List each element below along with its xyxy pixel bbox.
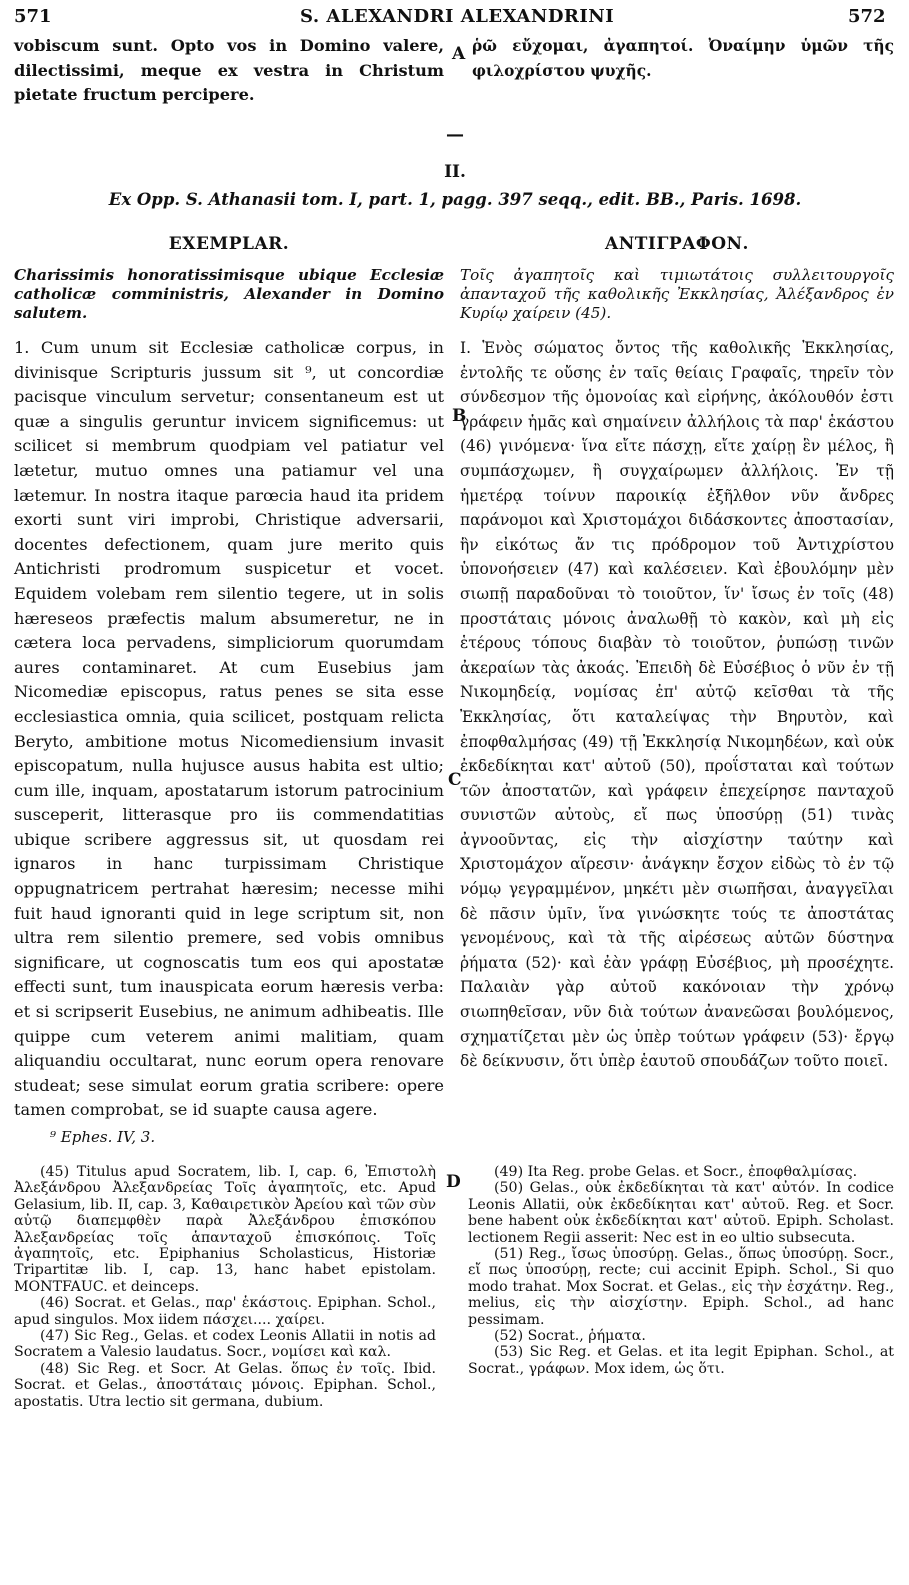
footnote-47: (47) Sic Reg., Gelas. et codex Leonis Allatii in notis ad Socratem a Valesio laudatus. Socr., νομίσει καὶ καλ.	[14, 1328, 436, 1361]
latin-salutation: Charissimis honoratissimisque ubique Ecclesiæ catholicæ comministris, Alexander in Domino salutem.	[14, 266, 444, 322]
footnote-52: (52) Socrat., ῥήματα.	[494, 1328, 646, 1345]
footnotes-right	[468, 1164, 894, 1377]
footnote-45: (45) Titulus apud Socratem, lib. I, cap. 6, Ἐπιστολὴ Ἀλεξάνδρου Ἀλεξανδρείας Τοῖς ἀγαπητοῖς, etc. Apud Gelasium, lib. II, cap. 3, Καθαιρετικὸν Ἀρείου καὶ τῶν σὺν αὐτῷ διαπεμφθὲν παρὰ Ἀλεξάνδρου ἐπισκόπου Ἀλεξανδρείας τοῖς ἁπανταχοῦ ἐπισκόποις. Τοῖς ἀγαπητοῖς, etc. Epiphanius Scholasticus, Historiæ Tripartitæ lib. I, cap. 13, hanc habet epistolam. MONTFAUC. et deinceps.	[14, 1164, 436, 1295]
latin-heading: EXEMPLAR.	[168, 234, 290, 254]
footnote-46: (46) Socrat. et Gelas., παρ' ἑκάστοις. Epiphan. Schol., apud singulos. Mox iidem πάσχει.... χαίρει.	[14, 1295, 436, 1328]
margin-letter-b: B	[452, 406, 467, 426]
scripture-note: ⁹ Ephes. IV, 3.	[50, 1128, 156, 1146]
greek-salutation: Τοῖς ἀγαπητοῖς καὶ τιμιωτάτοις συλλειτουργοῖς ἀπανταχοῦ τῆς καθολικῆς Ἐκκλησίας, Ἀλέξανδρος ἐν Κυρίῳ χαίρειν (45).	[460, 266, 894, 322]
margin-letter-d: D	[446, 1172, 461, 1192]
section-dash: —	[446, 124, 464, 145]
footnote-51: (51) Reg., ἴσως ὑποσύρῃ. Gelas., ὅπως ὑποσύρῃ. Socr., εἴ πως ὑποσύρῃ, recte; cui accinit Epiph. Schol., Si quo modo trahat. Mox Socrat. et Gelas., εἰς τὴν ἐσχάτην. Reg., melius, εἰς τὴν αἰσχίστην. Epiph. Schol., ad hanc pessimam.	[468, 1246, 894, 1328]
footnote-48: (48) Sic Reg. et Socr. At Gelas. ὅπως ἐν τοῖς. Ibid. Socrat. et Gelas., ἀποστάταις μόνοις. Epiphan. Schol., apostatis. Utra lectio sit germana, dubium.	[14, 1360, 436, 1410]
latin-body: 1. Cum unum sit Ecclesiæ catholicæ corpus, in divinisque Scripturis jussum sit ⁹, ut concordiæ pacisque vinculum servetur; consentaneum est ut quæ a singulis geruntur invicem significemus: ut scilicet si membrum quodpiam vel patiatur vel lætetur, mutuo omnes una patiamur vel una lætemur. In nostra itaque parœcia haud ita pridem exorti sunt viri improbi, Christique adversarii, docentes defectionem, quam jure merito quis Antichristi prodromum suspicetur et vocet. Equidem volebam rem silentio tegere, ut in solis hæreseos præfectis malum absumeretur, ne in cætera loca pervadens, simpliciorum quorumdam aures contaminaret. At cum Eusebius jam Nicomediæ episcopus, ratus penes se sita esse ecclesiastica omnia, quia scilicet, postquam relicta Beryto, ambitione motus Nicomediensium invasit episcopatum, nulla hujusce ausus habita est ultio; cum ille, inquam, apostatarum istorum patrocinium susceperit, litterasque pro iis commendatitias ubique scribere aggressus sit, ut quosdam rei ignaros in hanc turpissimam Christique oppugnatricem pertrahat hæresim; necesse mihi fuit haud ignoranti quid in lege scriptum sit, non ultra rem silentio premere, sed vobis omnibus significare, ut cognoscatis tum eos qui apostatæ effecti sunt, tum inauspicata eorum hæresis verba: et si scripserit Eusebius, ne animum adhibeatis. Ille quippe cum veterem animi malitiam, quam aliquandiu occultarat, nunc eorum opera renovare studeat; sese simulat eorum gratia scribere: opere tamen comprobat, se id suapte causa agere.	[14, 338, 444, 1120]
running-title: S. ALEXANDRI ALEXANDRINI	[300, 6, 615, 27]
latin-continuation: vobiscum sunt. Opto vos in Domino valere, dilectissimi, meque ex vestra in Christum pietate fructum percipere.	[14, 36, 444, 105]
greek-continuation: ῥῶ εὔχομαι, ἀγαπητοί. Ὀναίμην ὑμῶν τῆς φιλοχρίστου ψυχῆς.	[472, 37, 894, 80]
footnotes-left	[14, 1164, 436, 1410]
footnote-49: (49) Ita Reg. probe Gelas. et Socr., ἐποφθαλμίσας.	[494, 1164, 858, 1180]
section-number: II.	[444, 162, 466, 182]
greek-body: I. Ἑνὸς σώματος ὄντος τῆς καθολικῆς Ἐκκλησίας, ἐντολῆς τε οὔσης ἐν ταῖς θείαις Γραφαῖς, τηρεῖν τὸν σύνδεσμον τῆς ὁμονοίας καὶ εἰρήνης, ἀκόλουθόν ἐστι γράφειν ἡμᾶς καὶ σημαίνειν ἀλλήλοις τὰ παρ' ἑκάστου (46) γινόμενα· ἵνα εἴτε πάσχῃ, εἴτε χαίρῃ ἓν μέλος, ἢ συμπάσχωμεν, ἢ συγχαίρωμεν ἀλλήλοις. Ἐν τῇ ἡμετέρᾳ τοίνυν παροικίᾳ ἐξῆλθον νῦν ἄνδρες παράνομοι καὶ Χριστομάχοι διδάσκοντες ἀποστασίαν, ἣν εἰκότως ἄν τις πρόδρομον τοῦ Ἀντιχρίστου ὑπονοήσειεν (47) καὶ καλέσειεν. Καὶ ἐβουλόμην μὲν σιωπῇ παραδοῦναι τὸ τοιοῦτον, ἵν' ἴσως ἐν τοῖς (48) προστάταις μόνοις ἀναλωθῇ τὸ κακὸν, καὶ μὴ εἰς ἑτέρους τόπους διαβὰν τὸ τοιοῦτον, ῥυπώσῃ τινῶν ἀκεραίων τὰς ἀκοάς. Ἐπειδὴ δὲ Εὐσέβιος ὁ νῦν ἐν τῇ Νικομηδείᾳ, νομίσας ἐπ' αὐτῷ κεῖσθαι τὰ τῆς Ἐκκλησίας, ὅτι καταλείψας τὴν Βηρυτὸν, καὶ ἐποφθαλμήσας (49) τῇ Ἐκκλησίᾳ Νικομηδέων, καὶ οὐκ ἐκδεδίκηται κατ' αὐτοῦ (50), προΐσταται καὶ τούτων τῶν ἀποστατῶν, καὶ γράφειν ἐπεχείρησε πανταχοῦ συνιστῶν αὐτοὺς, εἴ πως ὑποσύρῃ (51) τινὰς ἀγνοοῦντας, εἰς τὴν αἰσχίστην ταύτην καὶ Χριστομάχον αἵρεσιν· ἀνάγκην ἔσχον εἰδὼς τὸ ἐν τῷ νόμῳ γεγραμμένον, μηκέτι μὲν σιωπῆσαι, ἀναγγεῖλαι δὲ πᾶσιν ὑμῖν, ἵνα γινώσκητε τούς τε ἀποστάτας γενομένους, καὶ τὰ τῆς αἱρέσεως αὐτῶν δύστηνα ῥήματα (52)· καὶ ἐὰν γράφῃ Εὐσέβιος, μὴ προσέχητε. Παλαιὰν γὰρ αὐτοῦ κακόνοιαν τὴν χρόνῳ σιωπηθεῖσαν, νῦν διὰ τούτων ἀνανεῶσαι βουλόμενος, σχηματίζεται μὲν ὡς ὑπὲρ τούτων γράφειν (53)· ἔργῳ δὲ δείκνυσιν, ὅτι ὑπὲρ ἑαυτοῦ σπουδάζων τοῦτο ποιεῖ.	[460, 339, 894, 1071]
footnote-53: (53) Sic Reg. et Gelas. et ita legit Epiphan. Schol., at Socrat., γράφων. Mox idem, ὡς ὅτι.	[468, 1344, 894, 1377]
margin-letter-c: C	[448, 770, 462, 790]
footnote-50: (50) Gelas., οὐκ ἐκδεδίκηται τὰ κατ' αὐτόν. In codice Leonis Allatii, οὐκ ἐκδεδίκηται κατ' αὐτοῦ. Reg. et Socr. bene habent οὐκ ἐκδεδίκηται κατ' αὐτοῦ. Epiph. Scholast. lectionem Regii asserit: Nec est in eo ultio subsecuta.	[468, 1180, 894, 1246]
greek-heading: ΑΝΤΙΓΡΑΦΟΝ.	[605, 234, 749, 254]
page-number-right: 572	[848, 6, 886, 27]
page-number-left: 571	[14, 6, 52, 27]
source-citation: Ex Opp. S. Athanasii tom. I, part. 1, pagg. 397 seqq., edit. BB., Paris. 1698.	[108, 190, 802, 209]
margin-letter-a: A	[452, 44, 466, 64]
